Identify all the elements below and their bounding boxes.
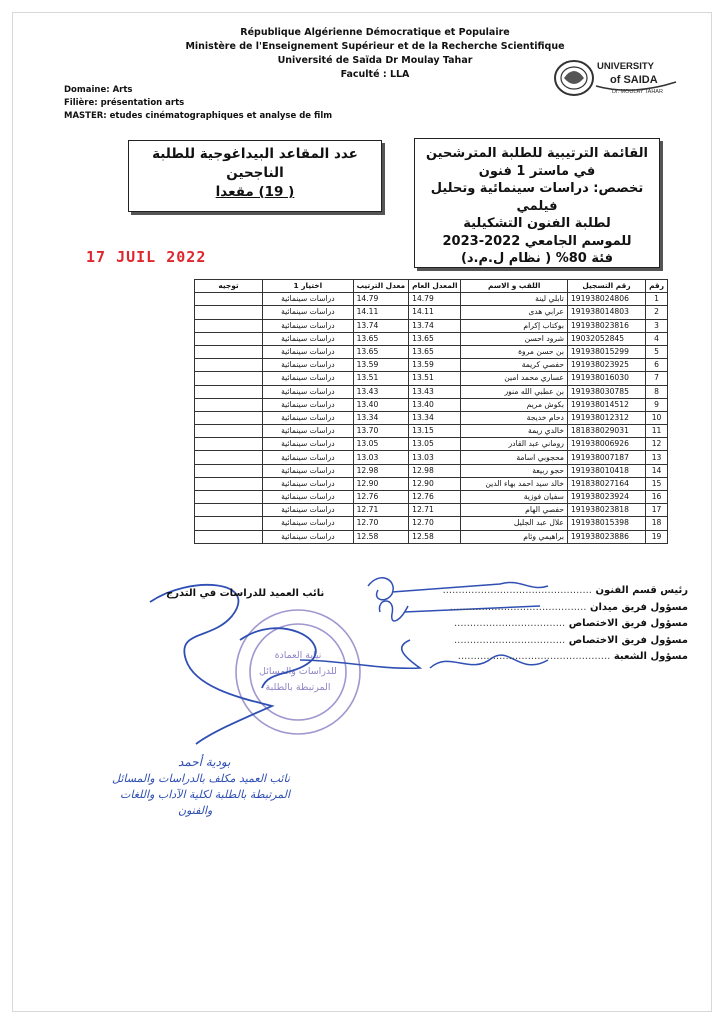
cell-general-avg: 13.43	[409, 385, 461, 398]
cell-general-avg: 13.65	[409, 332, 461, 345]
logo-middle-text: of SAIDA	[610, 74, 658, 86]
title-line-3: تخصص: دراسات سينمائية وتحليل فيلمي	[430, 181, 644, 214]
cell-registration: 191938015299	[567, 345, 645, 358]
cell-general-avg: 13.05	[409, 438, 461, 451]
cell-name: بكوش مريم	[461, 398, 567, 411]
cell-name: حفصي كريمة	[461, 359, 567, 372]
cell-choice: دراسات سينمائية	[263, 504, 353, 517]
title-line-4: لطلبة الفنون التشكيلية	[463, 216, 611, 231]
cell-name: حجو ربيعة	[461, 464, 567, 477]
cell-choice: دراسات سينمائية	[263, 517, 353, 530]
cell-general-avg: 12.76	[409, 491, 461, 504]
stamp-text-3: المرتبطة بالطلبة	[265, 682, 331, 693]
meta-master: MASTER: etudes cinématographiques et analyse de film	[64, 111, 333, 121]
signature-dots: ................................................	[457, 651, 611, 662]
cell-name: عساري محمد امين	[461, 372, 567, 385]
cell-name: محجوبي اسامة	[461, 451, 567, 464]
cell-registration: 181838029031	[567, 425, 645, 438]
cell-rank: 4	[646, 332, 668, 345]
cell-registration: 191938016030	[567, 372, 645, 385]
header-republic: République Algérienne Démocratique et Populaire	[240, 27, 510, 38]
cell-rank: 7	[646, 372, 668, 385]
seats-line-2: الناجحين	[226, 165, 284, 181]
cell-general-avg: 13.65	[409, 345, 461, 358]
signature-label: مسؤول فريق ميدان	[589, 601, 688, 613]
cell-class-avg: 12.71	[353, 504, 409, 517]
signature-row-1	[428, 585, 688, 602]
signature-block	[428, 585, 688, 668]
cell-name: روماني عبد القادر	[461, 438, 567, 451]
cell-rank: 1	[646, 293, 668, 306]
cell-registration: 191938030785	[567, 385, 645, 398]
cell-class-avg: 13.65	[353, 345, 409, 358]
cell-name: خالدي ريمة	[461, 425, 567, 438]
cell-rank: 5	[646, 345, 668, 358]
cell-rank: 16	[646, 491, 668, 504]
cell-general-avg: 12.70	[409, 517, 461, 530]
col-choice: اختيار 1	[263, 280, 353, 293]
signature-row-5	[428, 651, 688, 668]
cell-registration: 191938023818	[567, 504, 645, 517]
cell-class-avg: 14.79	[353, 293, 409, 306]
cell-class-avg: 13.51	[353, 372, 409, 385]
cell-choice: دراسات سينمائية	[263, 332, 353, 345]
col-orientation: توجيه	[195, 280, 263, 293]
cell-class-avg: 14.11	[353, 306, 409, 319]
cell-choice: دراسات سينمائية	[263, 385, 353, 398]
cell-name: خالد سيد احمد بهاء الدين	[461, 477, 567, 490]
cell-name: شرود احسن	[461, 332, 567, 345]
signature-row-2	[428, 602, 688, 619]
cell-rank: 3	[646, 319, 668, 332]
title-line-2: في ماستر 1 فنون	[478, 163, 596, 179]
col-name: اللقب و الاسم	[461, 280, 567, 293]
cell-choice: دراسات سينمائية	[263, 372, 353, 385]
logo-bottom-text: Dr. MOULAY TAHAR	[612, 89, 663, 95]
cell-rank: 14	[646, 464, 668, 477]
cell-registration: 191938010418	[567, 464, 645, 477]
title-line-5: للموسم الجامعي 2022-2023	[442, 233, 632, 249]
cell-general-avg: 13.40	[409, 398, 461, 411]
cell-choice: دراسات سينمائية	[263, 411, 353, 424]
seats-line-1: عدد المقاعد البيداغوجية للطلبة	[152, 146, 358, 162]
cell-rank: 10	[646, 411, 668, 424]
cell-rank: 18	[646, 517, 668, 530]
cell-rank: 6	[646, 359, 668, 372]
cell-choice: دراسات سينمائية	[263, 306, 353, 319]
cell-registration: 191938023925	[567, 359, 645, 372]
cell-class-avg: 13.70	[353, 425, 409, 438]
cell-class-avg: 12.58	[353, 530, 409, 543]
cell-name: براهيمي وئام	[461, 530, 567, 543]
cell-class-avg: 13.59	[353, 359, 409, 372]
signature-dots: ...................................	[453, 634, 566, 646]
cell-choice: دراسات سينمائية	[263, 293, 353, 306]
cell-registration: 191938012312	[567, 411, 645, 424]
cell-class-avg: 13.65	[353, 332, 409, 345]
cell-general-avg: 13.59	[409, 359, 461, 372]
cell-registration: 191938023886	[567, 530, 645, 543]
signature-label: رئيس قسم الفنون	[595, 585, 688, 596]
col-rank: رقم	[646, 280, 668, 293]
cell-registration: 191938024806	[567, 293, 645, 306]
cell-name: بوكتاب إكرام	[461, 319, 567, 332]
handwritten-title-2: المرتبطة بالطلبة لكلية الآداب واللغات	[120, 788, 291, 801]
signature-dots: ...................................	[453, 618, 566, 629]
cell-registration: 191938006926	[567, 438, 645, 451]
cell-choice: دراسات سينمائية	[263, 359, 353, 372]
header-faculty: Faculté : LLA	[340, 69, 410, 80]
cell-general-avg: 12.58	[409, 530, 461, 543]
cell-choice: دراسات سينمائية	[263, 530, 353, 543]
handwritten-title-1: نائب العميد مكلف بالدراسات والمسائل	[112, 772, 290, 785]
signature-label: مسؤول فريق الاختصاص	[568, 618, 688, 629]
cell-class-avg: 13.03	[353, 451, 409, 464]
cell-name: بن حسن مروة	[461, 345, 567, 358]
handwritten-name: بودية أحمد	[178, 755, 231, 769]
signature-row-4	[428, 635, 688, 652]
cell-registration: 191938015398	[567, 517, 645, 530]
cell-general-avg: 13.15	[409, 425, 461, 438]
cell-general-avg: 14.79	[409, 293, 461, 306]
cell-registration: 191938007187	[567, 451, 645, 464]
cell-rank: 17	[646, 504, 668, 517]
cell-general-avg: 12.71	[409, 504, 461, 517]
header-ministry: Ministère de l'Enseignement Supérieur et de la Recherche Scientifique	[185, 41, 565, 52]
cell-rank: 11	[646, 425, 668, 438]
seats-count: ( 19) مقعدا	[215, 184, 295, 200]
handwritten-title-3: والفنون	[178, 804, 213, 817]
col-class-avg: معدل الترتيب	[353, 280, 409, 293]
signature-label: مسؤول الشعبة	[613, 651, 688, 662]
cell-class-avg: 13.74	[353, 319, 409, 332]
cell-rank: 13	[646, 451, 668, 464]
cell-name: علال عبد الجليل	[461, 517, 567, 530]
cell-rank: 15	[646, 477, 668, 490]
meta-filiere: Filière: présentation arts	[64, 98, 185, 108]
cell-class-avg: 13.34	[353, 411, 409, 424]
cell-rank: 8	[646, 385, 668, 398]
cell-registration: 191938023816	[567, 319, 645, 332]
cell-general-avg: 13.34	[409, 411, 461, 424]
cell-registration: 191938014803	[567, 306, 645, 319]
cell-name: تابلي لينة	[461, 293, 567, 306]
cell-choice: دراسات سينمائية	[263, 438, 353, 451]
cell-class-avg: 13.40	[353, 398, 409, 411]
cell-rank: 2	[646, 306, 668, 319]
cell-class-avg: 13.43	[353, 385, 409, 398]
cell-choice: دراسات سينمائية	[263, 345, 353, 358]
cell-name: عرابي هدى	[461, 306, 567, 319]
stamp-text-2: للدراسات والمسائل	[259, 666, 337, 677]
cell-choice: دراسات سينمائية	[263, 425, 353, 438]
signature-dots: ...........................................	[449, 601, 587, 613]
signature-row-3	[428, 618, 688, 635]
cell-general-avg: 13.74	[409, 319, 461, 332]
cell-class-avg: 12.98	[353, 464, 409, 477]
date-stamp: 17 JUIL 2022	[86, 248, 207, 266]
cell-name: دحام خديجة	[461, 411, 567, 424]
cell-name: بن عطبي الله منور	[461, 385, 567, 398]
logo-top-text: UNIVERSITY	[597, 61, 655, 72]
cell-registration: 191938014512	[567, 398, 645, 411]
cell-class-avg: 12.90	[353, 477, 409, 490]
col-registration: رقم التسجيل	[567, 280, 645, 293]
signature-dots: ...............................................	[442, 585, 592, 596]
cell-registration: 191938023924	[567, 491, 645, 504]
vice-dean-title: نائب العميد للدراسات في التدرج	[166, 588, 325, 599]
meta-domain: Domaine: Arts	[64, 85, 133, 95]
cell-choice: دراسات سينمائية	[263, 491, 353, 504]
stamp-text-1: نيابة العمادة	[274, 650, 322, 661]
cell-name: حفصي الهام	[461, 504, 567, 517]
signature-label: مسؤول فريق الاختصاص	[568, 634, 688, 646]
header-university: Université de Saïda Dr Moulay Tahar	[277, 55, 473, 66]
title-line-6: فئة 80% ( نظام ل.م.د)	[460, 251, 614, 266]
cell-class-avg: 12.76	[353, 491, 409, 504]
cell-name: سفيان فوزية	[461, 491, 567, 504]
cell-rank: 9	[646, 398, 668, 411]
cell-rank: 12	[646, 438, 668, 451]
cell-general-avg: 13.03	[409, 451, 461, 464]
cell-general-avg: 12.90	[409, 477, 461, 490]
col-general-avg: المعدل العام	[409, 280, 461, 293]
cell-choice: دراسات سينمائية	[263, 464, 353, 477]
cell-class-avg: 13.05	[353, 438, 409, 451]
cell-choice: دراسات سينمائية	[263, 398, 353, 411]
cell-general-avg: 14.11	[409, 306, 461, 319]
cell-class-avg: 12.70	[353, 517, 409, 530]
cell-general-avg: 13.51	[409, 372, 461, 385]
cell-registration: 19032052845	[567, 332, 645, 345]
cell-rank: 19	[646, 530, 668, 543]
cell-general-avg: 12.98	[409, 464, 461, 477]
cell-choice: دراسات سينمائية	[263, 319, 353, 332]
title-line-1: القائمة الترتيبية للطلبة المترشحين	[425, 146, 648, 161]
cell-choice: دراسات سينمائية	[263, 477, 353, 490]
cell-registration: 191838027164	[567, 477, 645, 490]
cell-choice: دراسات سينمائية	[263, 451, 353, 464]
